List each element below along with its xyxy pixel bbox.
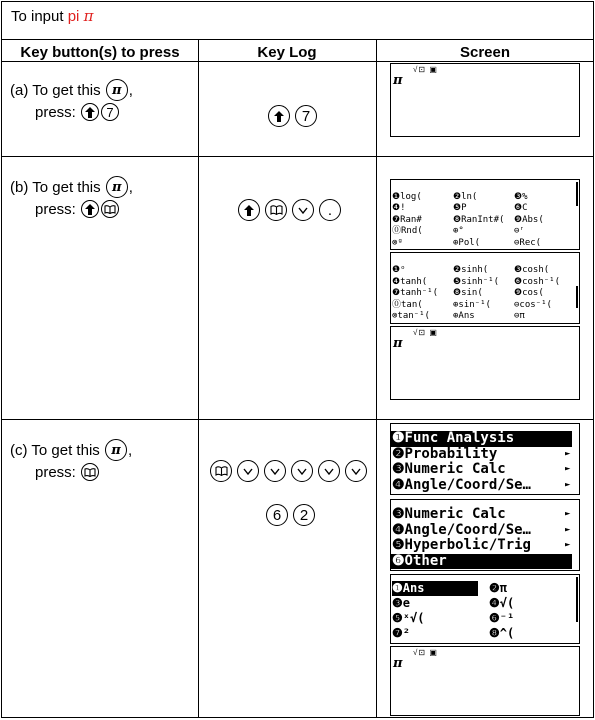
catalog-key-icon xyxy=(81,463,99,481)
menu-item: ❷ln( xyxy=(453,192,478,202)
seven-key-icon: 7 xyxy=(101,103,119,121)
menu-item: ❺Hyperbolic/Trig ► xyxy=(392,537,571,553)
menu-item: ⊗tan⁻¹( xyxy=(392,311,430,322)
menu-item: ❻⁻¹ xyxy=(489,611,515,625)
submenu-arrow-icon: ► xyxy=(565,448,571,459)
row-c-instructions: (c) To get this π , press: xyxy=(10,440,132,484)
menu-item: ❹! xyxy=(392,203,406,214)
menu-item: ⊗ᵍ xyxy=(392,237,403,248)
row-c-keylog-line1 xyxy=(209,461,368,483)
scrollbar xyxy=(576,182,578,206)
catalog-key-icon xyxy=(210,460,232,482)
row-c-keylog-line2 xyxy=(265,505,316,527)
pi-key-icon: π xyxy=(106,79,128,101)
menu-item: ⊕° xyxy=(453,226,464,237)
down-arrow-key-icon xyxy=(264,460,286,482)
row-c-screen-result: √⊡ ▣ π xyxy=(390,646,580,716)
menu-item: ❷Probability ► xyxy=(392,445,571,462)
menu-item: ❼tanh⁻¹( xyxy=(392,288,438,299)
menu-item: ⊖cos⁻¹( xyxy=(514,299,552,310)
menu-item: ❸Numeric Calc ► xyxy=(392,461,571,477)
header-keys: Key button(s) to press xyxy=(20,44,180,61)
menu-item: ❺ˣ√( xyxy=(392,611,425,625)
row-b-keylog xyxy=(237,200,342,222)
menu-item: ⊕Pol( xyxy=(453,237,481,248)
menu-item: ❾cos( xyxy=(514,288,544,299)
menu-item: ⊖ʳ xyxy=(514,226,525,237)
menu-item: ❽^( xyxy=(489,626,515,640)
submenu-arrow-icon: ► xyxy=(565,464,571,474)
down-arrow-key-icon xyxy=(237,460,259,482)
menu-item: ❼Ran# xyxy=(392,214,422,225)
row-a-keylog xyxy=(267,106,318,128)
row-a-instructions: (a) To get this π , press: 7 xyxy=(10,80,133,124)
row-c-screen-catalog-1 xyxy=(390,423,580,495)
submenu-arrow-icon: ► xyxy=(565,433,571,443)
menu-item: ❻C xyxy=(514,203,528,214)
down-arrow-key-icon xyxy=(318,460,340,482)
menu-item: ❾Abs( xyxy=(514,214,544,225)
menu-item: ❹Angle/Coord/Se… ► xyxy=(392,476,571,493)
down-arrow-key-icon xyxy=(291,460,313,482)
row-b-instructions: (b) To get this π , press: xyxy=(10,177,133,221)
menu-item: ⊖π xyxy=(514,311,525,322)
shift-key-icon xyxy=(268,105,290,127)
menu-item: ❶Ans xyxy=(392,581,478,596)
shift-key-icon xyxy=(81,200,99,218)
menu-item: ⊕Ans xyxy=(453,311,475,322)
col-divider-1 xyxy=(198,39,199,717)
page-title: To input pi π xyxy=(11,7,94,25)
shift-key-icon xyxy=(238,199,260,221)
menu-item: ⓪Rnd( xyxy=(392,226,423,237)
row-c-screen-other-menu xyxy=(390,574,580,644)
two-key-icon: 2 xyxy=(293,504,315,526)
down-arrow-key-icon xyxy=(345,460,367,482)
submenu-arrow-icon: ► xyxy=(565,555,571,566)
table-top-border xyxy=(2,39,593,40)
menu-item: ⊕sin⁻¹( xyxy=(453,299,491,310)
menu-item: ❹Angle/Coord/Se… ► xyxy=(392,521,571,538)
menu-item: ❻Other ► xyxy=(392,552,571,569)
submenu-arrow-icon: ► xyxy=(565,540,571,550)
scrollbar xyxy=(576,286,578,308)
row-a-bottom-border xyxy=(2,156,593,157)
row-b-screen-result: √⊡ ▣ π xyxy=(390,326,580,400)
row-a-screen: √⊡ ▣ π xyxy=(390,63,580,137)
submenu-arrow-icon: ► xyxy=(565,524,571,535)
menu-item: ❸Numeric Calc ► xyxy=(392,506,571,522)
menu-item: ❶log( xyxy=(392,192,422,202)
catalog-key-icon xyxy=(101,200,119,218)
submenu-arrow-icon: ► xyxy=(565,509,571,519)
menu-item: ❽sin( xyxy=(453,288,483,299)
menu-item: ❹√( xyxy=(489,596,515,610)
row-b-screen-math-menu-1 xyxy=(390,179,580,250)
menu-item: ❸% xyxy=(514,192,528,202)
menu-item: ❻cosh⁻¹( xyxy=(514,276,560,287)
menu-item: ❸e xyxy=(392,596,410,610)
menu-item: ⊖Rec( xyxy=(514,237,542,248)
row-b-screen-math-menu-2 xyxy=(390,252,580,324)
menu-item: ❸cosh( xyxy=(514,265,550,275)
menu-item: ❼² xyxy=(392,626,410,640)
menu-item: ❷sinh( xyxy=(453,265,489,275)
document-frame xyxy=(1,1,594,718)
header-bottom-border xyxy=(2,61,593,62)
scrollbar xyxy=(576,577,578,622)
shift-key-icon xyxy=(81,103,99,121)
pi-key-icon: π xyxy=(106,176,128,198)
row-b-bottom-border xyxy=(2,419,593,420)
header-screen: Screen xyxy=(459,44,511,61)
menu-item: ❹tanh( xyxy=(392,276,428,287)
down-arrow-key-icon xyxy=(292,199,314,221)
menu-item: ❺P xyxy=(453,203,467,214)
pi-key-icon: π xyxy=(105,439,127,461)
row-c-screen-catalog-2 xyxy=(390,499,580,571)
menu-item: ❶Func Analysis ► xyxy=(392,430,571,446)
dot-key-icon: . xyxy=(319,199,341,221)
menu-item: ❷π xyxy=(489,581,507,595)
six-key-icon: 6 xyxy=(266,504,288,526)
menu-item: ❽RanInt#( xyxy=(453,214,505,225)
submenu-arrow-icon: ► xyxy=(565,479,571,490)
menu-item: ❶ᵒ xyxy=(392,265,406,275)
menu-item: ❺sinh⁻¹( xyxy=(453,276,499,287)
menu-item: ⓪tan( xyxy=(392,299,423,310)
seven-key-icon: 7 xyxy=(295,105,317,127)
col-divider-2 xyxy=(376,39,377,717)
catalog-key-icon xyxy=(265,199,287,221)
header-keylog: Key Log xyxy=(257,44,317,61)
